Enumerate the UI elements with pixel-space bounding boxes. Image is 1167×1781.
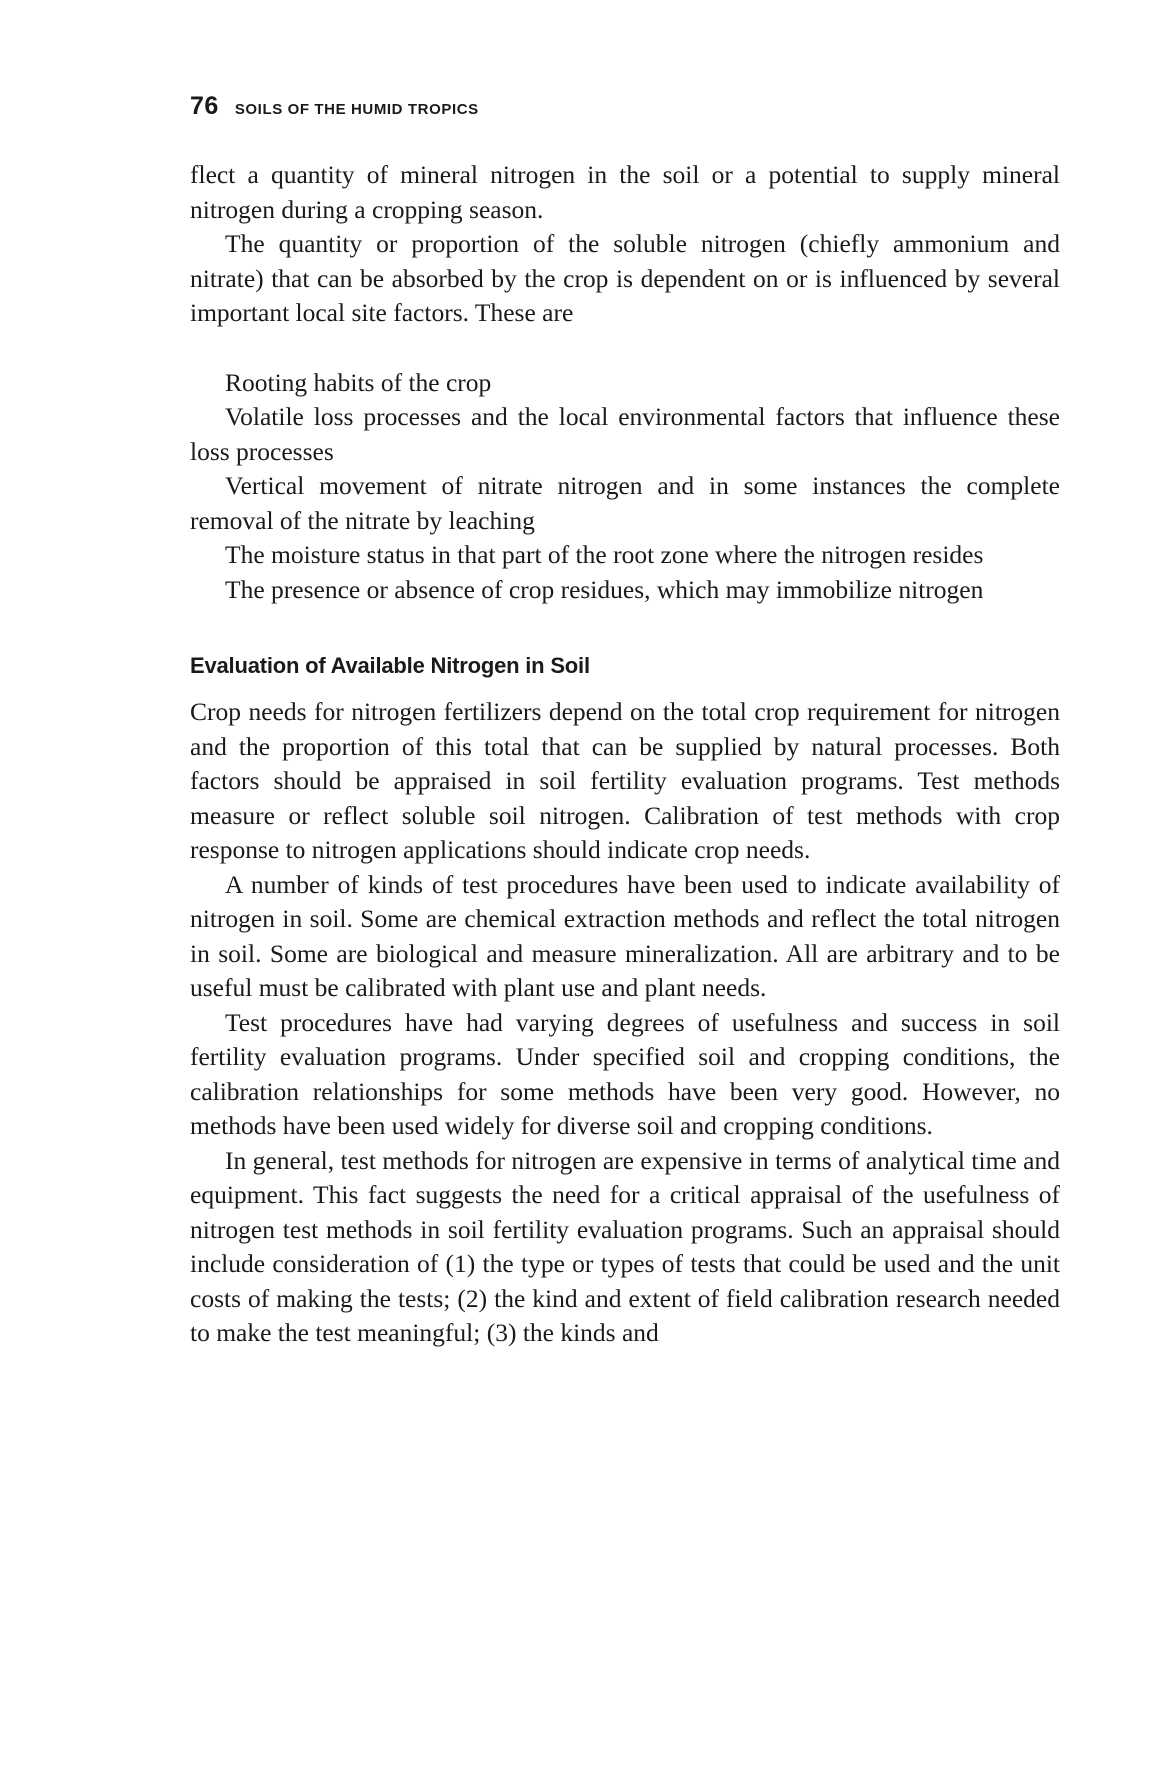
paragraph: Crop needs for nitrogen fertilizers depend on the total crop requirement for nitrogen and the proportion of this total that can be supplied by natural processes. Both factors should be appraised in soil fertility evaluation programs. Test methods measure or reflect soluble soil nitrogen. Calibration of test methods with crop response to nitrogen applications should indicate crop needs. (190, 697, 1060, 864)
page-number: 76 (190, 92, 219, 120)
list-item: Volatile loss processes and the local environmental factors that influence these loss processes (190, 402, 1060, 466)
site-factors-list (190, 366, 1060, 608)
list-item: Vertical movement of nitrate nitrogen and in some instances the complete removal of the nitrate by leaching (190, 471, 1060, 535)
paragraph: A number of kinds of test procedures have been used to indicate availability of nitrogen in soil. Some are chemical extraction methods and reflect the total nitrogen in soil. Some are biological and measure mineralization. All are arbitrary and to be useful must be calibrated with plant use and plant needs. (190, 869, 1060, 1002)
paragraph-continuation: flect a quantity of mineral nitrogen in the soil or a potential to supply mineral nitrogen during a cropping season. (190, 160, 1060, 224)
running-head-title: SOILS OF THE HUMID TROPICS (234, 101, 479, 118)
list-item: Rooting habits of the crop (225, 367, 492, 397)
list-item: The moisture status in that part of the root zone where the nitrogen resides (225, 540, 984, 569)
list-item: The presence or absence of crop residues, which may immobilize nitrogen (225, 574, 984, 604)
paragraph: In general, test methods for nitrogen are expensive in terms of analytical time and equipment. This fact suggests the need for a critical appraisal of the usefulness of nitrogen test methods in soil fertility evaluation programs. Such an appraisal should include consideration of (1) the type or types of tests that could be used and the unit costs of making the tests; (2) the kind and extent of field calibration research needed to make the test meaningful; (3) the kinds and (190, 1145, 1060, 1347)
page-body (190, 158, 1060, 1351)
running-head (190, 92, 479, 121)
section-heading: Evaluation of Available Nitrogen in Soil (190, 653, 590, 678)
paragraph: Test procedures have had varying degrees of usefulness and success in soil fertility evaluation programs. Under specified soil and cropping conditions, the calibration relationships for some methods have been very good. However, no methods have been used widely for diverse soil and cropping conditions. (190, 1007, 1060, 1140)
paragraph: The quantity or proportion of the soluble nitrogen (chiefly ammonium and nitrate) that can be absorbed by the crop is dependent on or is influenced by several important local site factors. These are (190, 229, 1060, 327)
